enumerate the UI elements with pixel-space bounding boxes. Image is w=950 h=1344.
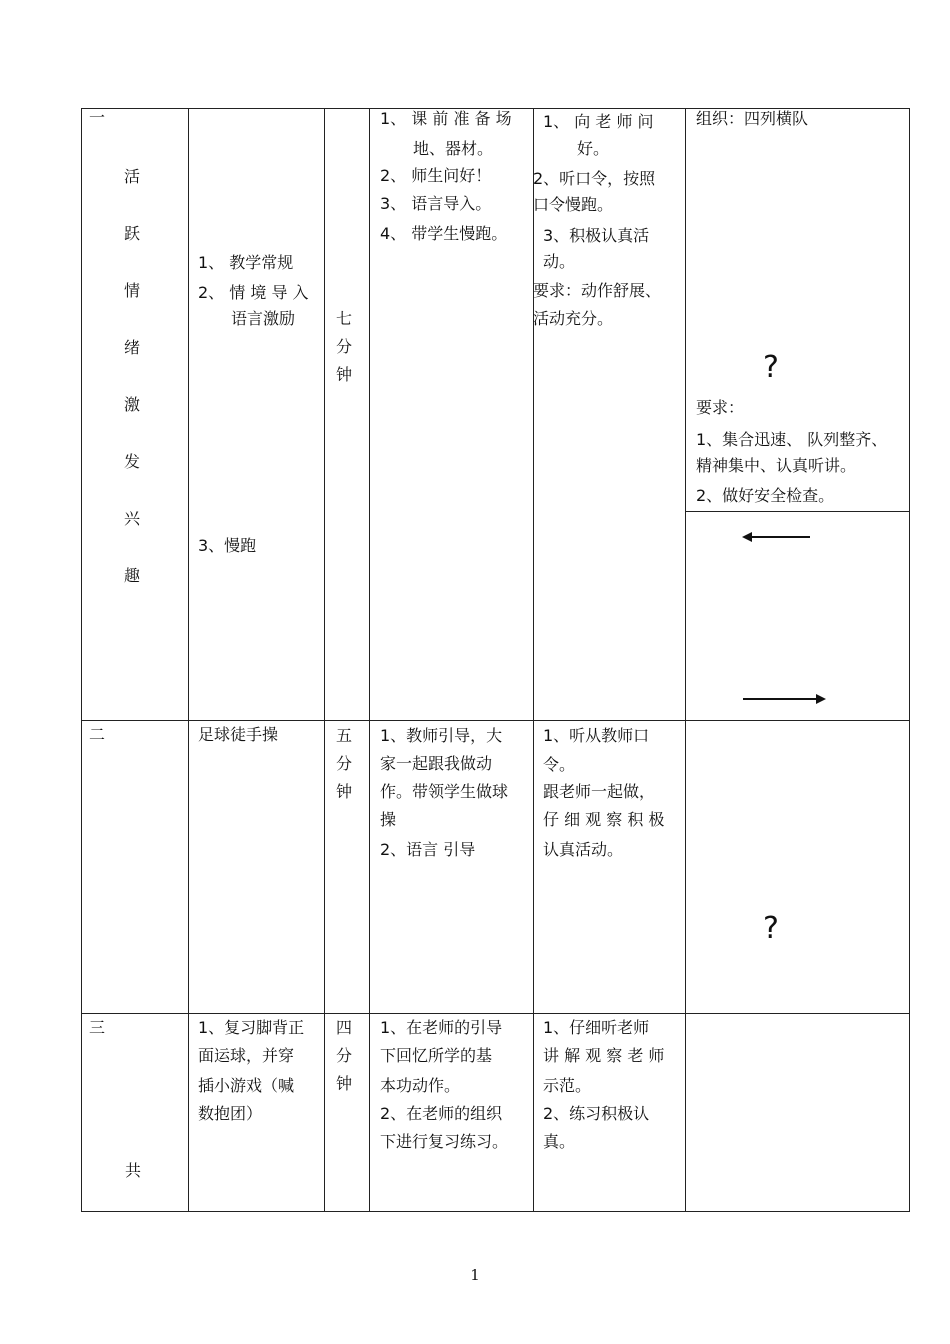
section-1-theme-char: 趣 (123, 566, 140, 585)
section-1-requirement-line: 1、集合迅速、 队列整齐、 (696, 430, 888, 449)
section-1-theme-char: 激 (123, 395, 140, 414)
section-3-number: 三 (89, 1018, 106, 1037)
section-3-student-line: 1、仔细听老师 (543, 1018, 650, 1037)
section-3-time-char: 钟 (335, 1074, 352, 1093)
section-1-teacher-line: 1、 课 前 准 备 场 (380, 109, 512, 128)
section-3-student-line: 示范。 (543, 1076, 592, 1095)
section-3-student-line: 真。 (543, 1132, 576, 1151)
section-2-teacher-line: 家一起跟我做动 (380, 754, 493, 773)
section-1-number: 一 (89, 108, 106, 127)
section-1-theme-char: 情 (123, 281, 140, 300)
section-3-time (329, 1014, 359, 1098)
section-3-teacher-line: 下回忆所学的基 (380, 1046, 493, 1065)
section-1-student-line: 活动充分。 (533, 309, 614, 328)
col-divider-3 (369, 108, 370, 1212)
col-divider-4 (533, 108, 534, 1212)
section-1-requirement-label: 要求： (696, 398, 745, 417)
section-1-teacher-line: 3、 语言导入。 (380, 194, 492, 213)
section-1-theme-char: 绪 (123, 338, 140, 357)
section-2-teacher-line: 1、教师引导，大 (380, 726, 503, 745)
section-1-student-line: 1、 向 老 师 问 (543, 112, 654, 131)
section-2-content-line: 足球徒手操 (198, 725, 279, 744)
section-2-time-char: 钟 (335, 782, 352, 801)
section-1-student-line: 动。 (543, 252, 576, 271)
section-1-student-line: 3、积极认真活 (543, 226, 650, 245)
section-3-time-char: 分 (335, 1046, 352, 1065)
section-1-requirement-line: 精神集中、认真听讲。 (696, 456, 857, 475)
section-1-theme-char: 兴 (123, 509, 140, 528)
section-2-student-line: 跟老师一起做， (543, 782, 656, 801)
formation-placeholder-icon: ? (763, 911, 779, 946)
section-1-content-line: 语言激励 (231, 309, 296, 328)
section-3-content-line: 1、复习脚背正 (198, 1018, 305, 1037)
section-2-student-line: 令。 (543, 755, 576, 774)
left-arrow-icon (740, 530, 814, 544)
section-3-content-line: 插小游戏（喊 (198, 1076, 295, 1095)
formation-placeholder-icon: ? (763, 350, 779, 385)
table-border-bottom (81, 1211, 910, 1212)
section-1-content-line: 1、 教学常规 (198, 253, 294, 272)
section-2-teacher-line: 操 (380, 810, 397, 829)
org-cell-divider (686, 511, 910, 512)
section-1-student-line: 2、听口令，按照 (533, 169, 656, 188)
section-1-theme-char: 活 (123, 167, 140, 186)
section-1-student-line: 好。 (577, 139, 610, 158)
table-border-left (81, 108, 82, 1212)
page-number: 1 (470, 1266, 480, 1284)
section-1-content-jog: 3、慢跑 (198, 536, 257, 555)
section-2-time-char: 分 (335, 754, 352, 773)
section-1-time (329, 305, 359, 389)
section-2-teacher-line: 2、语言 引导 (380, 840, 476, 859)
section-1-time-char: 分 (335, 337, 352, 356)
col-divider-2 (324, 108, 325, 1212)
section-3-teacher-line: 1、在老师的引导 (380, 1018, 503, 1037)
section-3-theme-char: 共 (125, 1161, 142, 1180)
section-3-student-line: 讲 解 观 察 老 师 (543, 1046, 665, 1065)
section-1-theme-char: 发 (123, 452, 140, 471)
section-1-requirement-line: 2、做好安全检查。 (696, 486, 835, 505)
section-2-student-line: 仔 细 观 察 积 极 (543, 810, 665, 829)
section-1-student-line: 要求：动作舒展、 (533, 281, 662, 300)
col-divider-5 (685, 108, 686, 1212)
section-2-time (329, 722, 359, 806)
section-3-time-char: 四 (335, 1018, 352, 1037)
section-3-teacher-line: 2、在老师的组织 (380, 1104, 503, 1123)
right-arrow-icon (740, 692, 830, 706)
section-3-teacher-line: 下进行复习练习。 (380, 1132, 509, 1151)
section-3-content-line: 数抱团） (198, 1104, 263, 1123)
section-3-student-line: 2、练习积极认 (543, 1104, 650, 1123)
section-3-content-line: 面运球，并穿 (198, 1046, 295, 1065)
section-1-student-line: 口令慢跑。 (533, 195, 614, 214)
col-divider-1 (188, 108, 189, 1212)
section-1-teacher-line: 地、器材。 (413, 139, 494, 158)
section-2-number: 二 (89, 725, 106, 744)
section-2-time-char: 五 (335, 726, 352, 745)
section-1-teacher-line: 4、 带学生慢跑。 (380, 224, 508, 243)
section-1-time-char: 钟 (335, 365, 352, 384)
section-1-content-line: 2、 情 境 导 入 (198, 283, 309, 302)
section-1-organization-title: 组织：四列横队 (696, 109, 809, 128)
section-2-teacher-line: 作。带领学生做球 (380, 782, 509, 801)
table-border-right (909, 108, 910, 1212)
section-2-student-line: 1、听从教师口 (543, 726, 650, 745)
section-1-time-char: 七 (335, 309, 352, 328)
section-3-teacher-line: 本功动作。 (380, 1076, 461, 1095)
section-1-theme-char: 跃 (123, 224, 140, 243)
section-1-teacher-line: 2、 师生问好！ (380, 166, 492, 185)
section-2-student-line: 认真活动。 (543, 840, 624, 859)
section-1-theme (117, 148, 147, 604)
